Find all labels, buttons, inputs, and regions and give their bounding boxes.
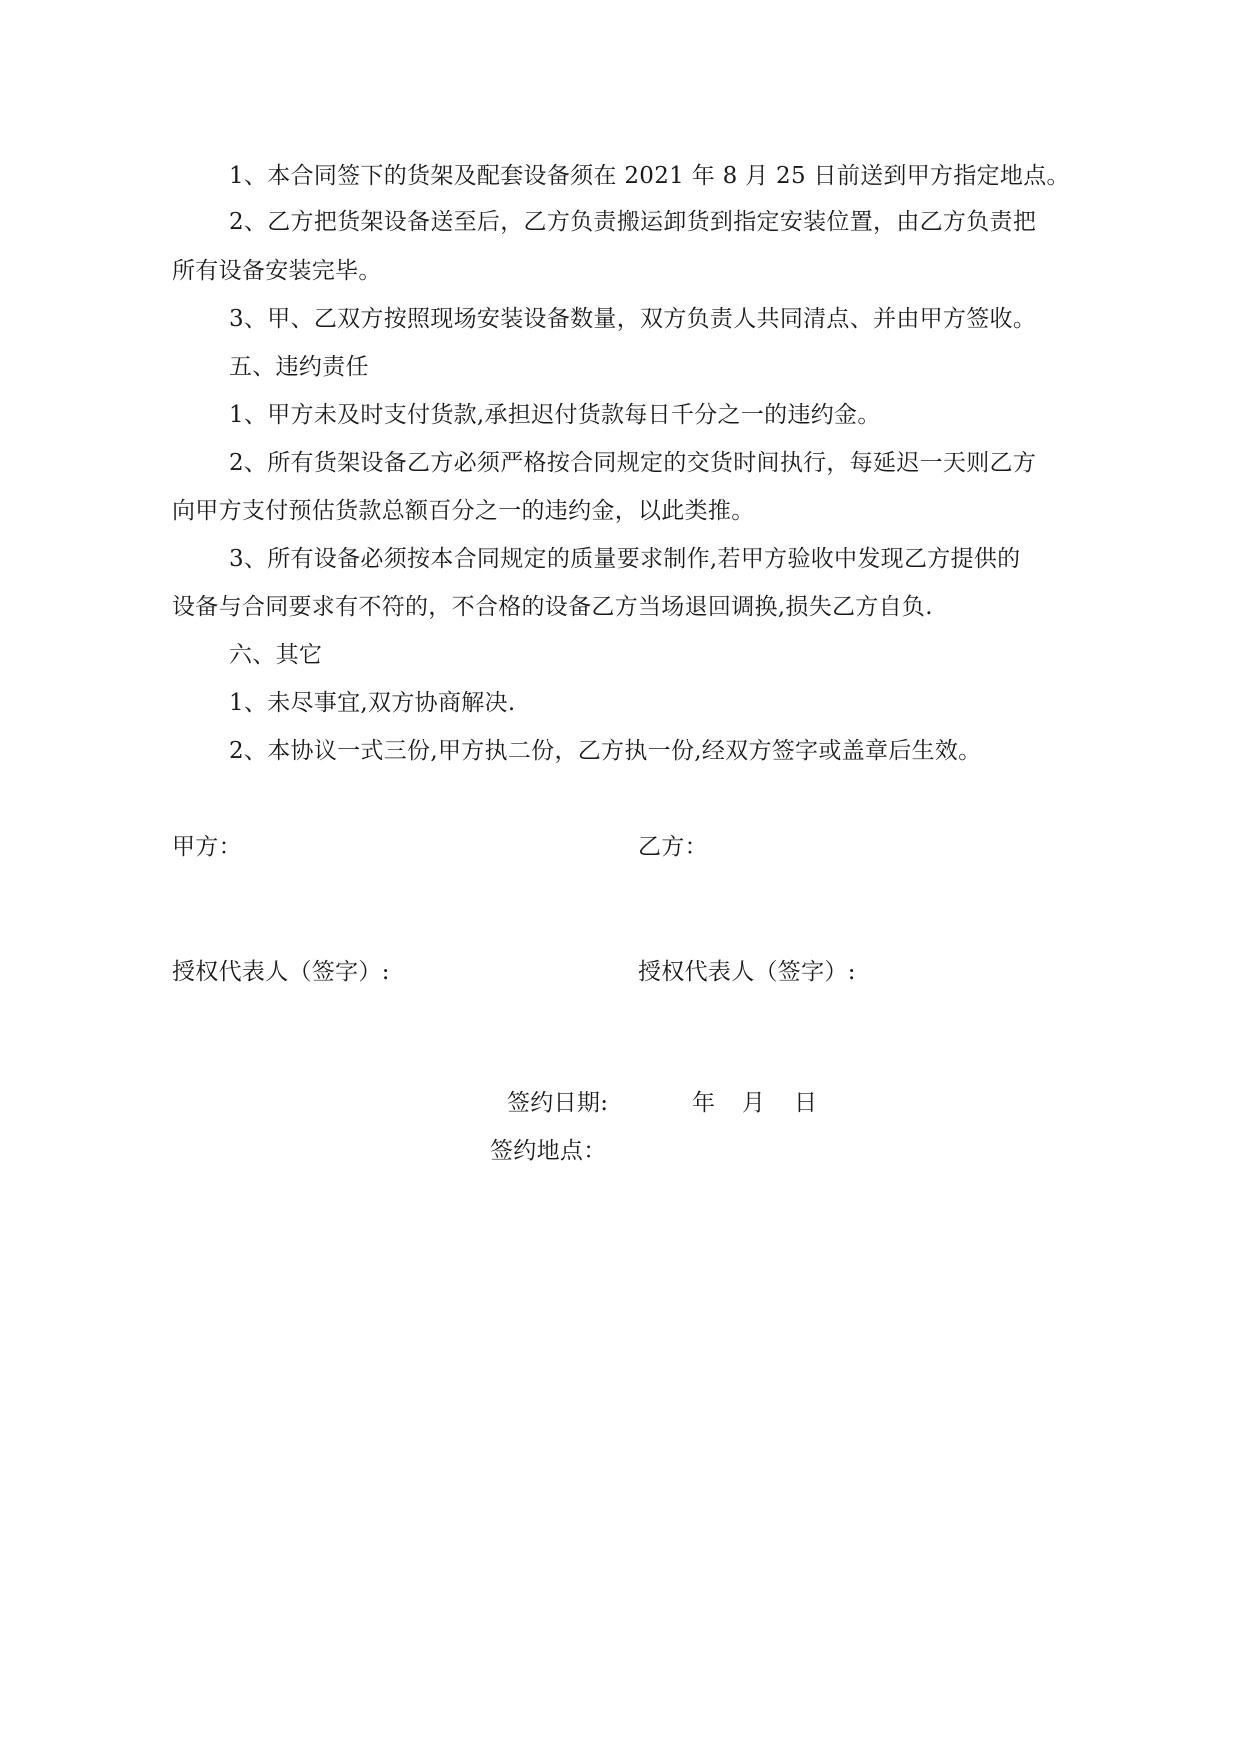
signing-date-day: 日 bbox=[794, 1090, 818, 1116]
other-item-2: 2、本协议一式三份,甲方执二份，乙方执一份,经双方签字或盖章后生效。 bbox=[229, 738, 982, 764]
signing-date-label: 签约日期: bbox=[507, 1090, 609, 1116]
delivery-item-2-line-2: 所有设备安装完毕。 bbox=[172, 258, 382, 284]
other-item-1: 1、未尽事宜,双方协商解决. bbox=[229, 690, 516, 716]
liability-item-3-line-1: 3、所有设备必须按本合同规定的质量要求制作,若甲方验收中发现乙方提供的 bbox=[229, 546, 1021, 572]
signing-date-year: 年 bbox=[692, 1090, 716, 1116]
liability-item-3-line-2: 设备与合同要求有不符的，不合格的设备乙方当场退回调换,损失乙方自负. bbox=[172, 594, 933, 620]
party-a-representative-label: 授权代表人（签字）: bbox=[172, 959, 390, 985]
party-b-label: 乙方： bbox=[638, 834, 708, 860]
signing-place-label: 签约地点： bbox=[490, 1138, 607, 1164]
signing-date-month: 月 bbox=[742, 1090, 766, 1116]
delivery-item-2-line-1: 2、乙方把货架设备送至后，乙方负责搬运卸货到指定安装位置，由乙方负责把 bbox=[229, 209, 1037, 235]
delivery-item-3: 3、甲、乙双方按照现场安装设备数量，双方负责人共同清点、并由甲方签收。 bbox=[229, 306, 1037, 332]
section-heading-other: 六、其它 bbox=[229, 642, 323, 668]
delivery-item-1: 1、本合同签下的货架及配套设备须在 2021 年 8 月 25 日前送到甲方指定地点。 bbox=[229, 163, 1070, 189]
party-b-representative-label: 授权代表人（签字）: bbox=[638, 959, 856, 985]
liability-item-2-line-1: 2、所有货架设备乙方必须严格按合同规定的交货时间执行，每延迟一天则乙方 bbox=[229, 450, 1037, 476]
section-heading-liability: 五、违约责任 bbox=[229, 354, 369, 380]
liability-item-1: 1、甲方未及时支付货款,承担迟付货款每日千分之一的违约金。 bbox=[229, 402, 881, 428]
party-a-label: 甲方： bbox=[172, 834, 242, 860]
liability-item-2-line-2: 向甲方支付预估货款总额百分之一的违约金，以此类推。 bbox=[172, 498, 755, 524]
